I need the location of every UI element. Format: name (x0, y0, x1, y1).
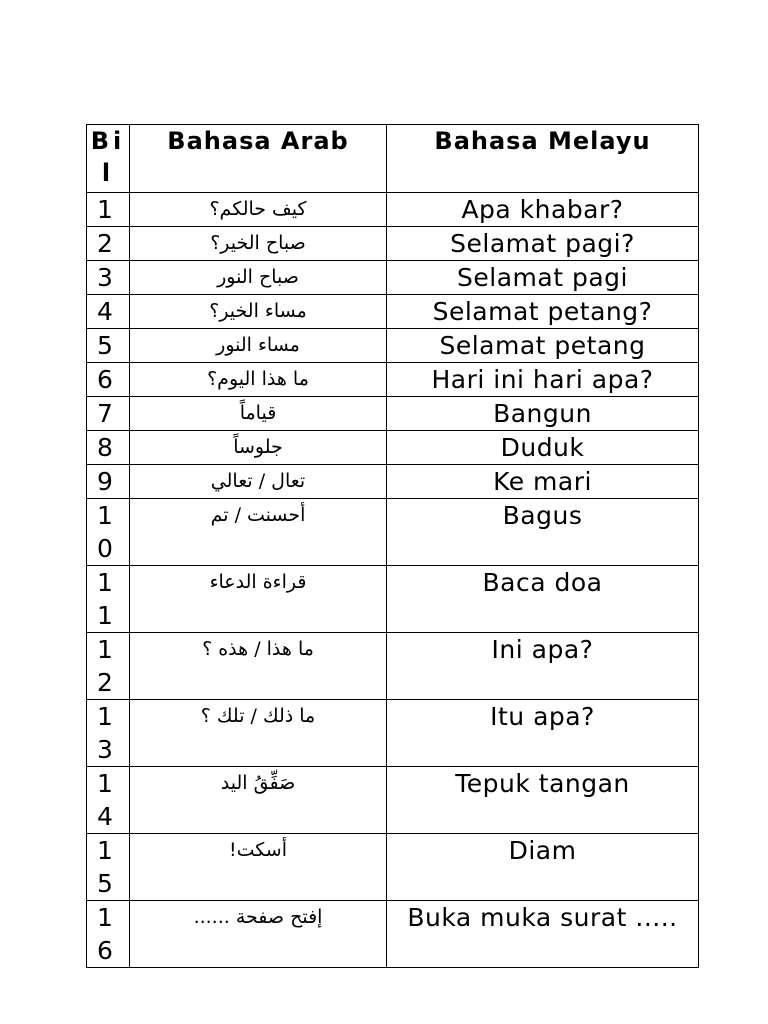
malay-translation: Ini apa? (387, 633, 699, 700)
row-number: 6 (87, 363, 130, 397)
table-row (87, 767, 699, 834)
malay-translation: Buka muka surat ..... (387, 901, 699, 968)
malay-translation: Selamat petang? (387, 295, 699, 329)
table-header-row (87, 125, 699, 193)
malay-translation: Diam (387, 834, 699, 901)
malay-translation: Selamat pagi? (387, 227, 699, 261)
arabic-phrase: ما هذا اليوم؟ (130, 363, 387, 397)
table-row (87, 700, 699, 767)
table-row (87, 227, 699, 261)
malay-translation: Apa khabar? (387, 193, 699, 227)
row-number: 13 (87, 700, 130, 767)
table-row (87, 431, 699, 465)
malay-translation: Selamat petang (387, 329, 699, 363)
row-number: 7 (87, 397, 130, 431)
table-row (87, 261, 699, 295)
header-bil: Bil (87, 125, 130, 193)
row-number: 10 (87, 499, 130, 566)
arabic-phrase: ما هذا / هذه ؟ (130, 633, 387, 700)
malay-translation: Hari ini hari apa? (387, 363, 699, 397)
arabic-phrase: جلوساً (130, 431, 387, 465)
table-row (87, 295, 699, 329)
table-row (87, 329, 699, 363)
table-row (87, 901, 699, 968)
arabic-phrase: تعال / تعالي (130, 465, 387, 499)
row-number: 1 (87, 193, 130, 227)
arabic-phrase: قراءة الدعاء (130, 566, 387, 633)
malay-translation: Duduk (387, 431, 699, 465)
malay-translation: Ke mari (387, 465, 699, 499)
table-row (87, 193, 699, 227)
arabic-phrase: أسكت! (130, 834, 387, 901)
row-number: 3 (87, 261, 130, 295)
row-number: 14 (87, 767, 130, 834)
table-row (87, 566, 699, 633)
table-row (87, 397, 699, 431)
row-number: 8 (87, 431, 130, 465)
arabic-phrase: ما ذلك / تلك ؟ (130, 700, 387, 767)
malay-translation: Baca doa (387, 566, 699, 633)
arabic-phrase: قياماً (130, 397, 387, 431)
malay-translation: Itu apa? (387, 700, 699, 767)
row-number: 4 (87, 295, 130, 329)
table-row (87, 834, 699, 901)
row-number: 2 (87, 227, 130, 261)
table-row (87, 465, 699, 499)
malay-translation: Bangun (387, 397, 699, 431)
arabic-phrase: مساء الخير؟ (130, 295, 387, 329)
row-number: 5 (87, 329, 130, 363)
arabic-phrase: صباح النور (130, 261, 387, 295)
table-row (87, 363, 699, 397)
header-bahasa-arab: Bahasa Arab (130, 125, 387, 193)
row-number: 11 (87, 566, 130, 633)
arabic-phrase: إفتح صفحة ...... (130, 901, 387, 968)
header-bahasa-melayu: Bahasa Melayu (387, 125, 699, 193)
arabic-phrase: مساء النور (130, 329, 387, 363)
table-row (87, 499, 699, 566)
row-number: 9 (87, 465, 130, 499)
arabic-phrase: صباح الخير؟ (130, 227, 387, 261)
arabic-phrase: أحسنت / تم (130, 499, 387, 566)
malay-translation: Selamat pagi (387, 261, 699, 295)
row-number: 15 (87, 834, 130, 901)
malay-translation: Bagus (387, 499, 699, 566)
malay-translation: Tepuk tangan (387, 767, 699, 834)
arabic-phrase: صَفِّقُ اليد (130, 767, 387, 834)
arabic-phrase: كيف حالكم؟ (130, 193, 387, 227)
table-row (87, 633, 699, 700)
row-number: 12 (87, 633, 130, 700)
row-number: 16 (87, 901, 130, 968)
vocabulary-table (86, 124, 699, 968)
